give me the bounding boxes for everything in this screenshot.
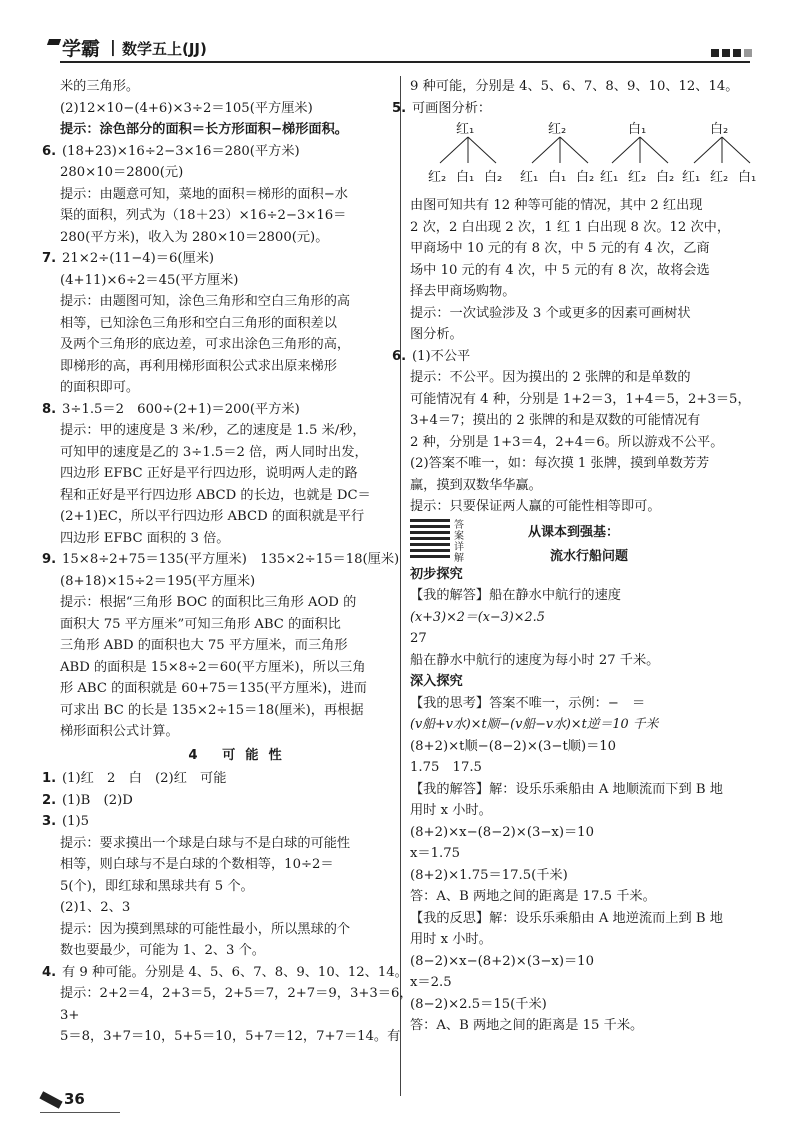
equation-line: (8−2)×2.5＝15(千米) — [410, 996, 547, 1012]
topic-title: 流水行船问题 — [550, 548, 629, 564]
answer-line: 3÷1.5＝2 600÷(2+1)＝200(平方米) — [62, 401, 300, 417]
answer-line: 可画图分析： — [412, 100, 492, 116]
answer-line: 船在静水中航行的速度为每小时 27 千米。 — [410, 652, 660, 668]
page-header — [40, 28, 758, 68]
qr-block — [410, 518, 762, 564]
answer-line: (1)红 2 白 (2)红 可能 — [62, 771, 227, 786]
question-number: 2. — [42, 792, 57, 808]
hint-line: 可求出 BC 的长是 135×2÷15＝18(厘米)，再根据 — [60, 702, 364, 718]
answer-line: 用时 x 小时。 — [410, 932, 492, 947]
tree-node: 白₂ — [710, 122, 729, 137]
question-number: 1. — [42, 771, 57, 786]
hint-line: 提示：因为摸到黑球的可能性最小，所以黑球的个 — [60, 921, 351, 937]
answer-line: 15×8÷2+75＝135(平方厘米) 135×2÷15＝18(厘米) — [62, 552, 400, 567]
answer-line: 【我的思考】答案不唯一，示例：− ＝ — [410, 695, 646, 711]
question-number: 7. — [42, 251, 57, 266]
answer-line: (1)5 — [62, 814, 90, 829]
grad-cap-icon — [47, 39, 61, 45]
question-number: 4. — [42, 964, 57, 980]
answer-line: 场中 10 元的有 4 次，中 5 元的有 8 次，故将会选 — [410, 262, 710, 278]
text-line: (2)12×10−(4+6)×3÷2＝105(平方厘米) — [60, 100, 313, 116]
answer-line: 赢，摸到双数华华赢。 — [410, 477, 542, 493]
answer-line: (1)B (2)D — [62, 792, 133, 808]
tree-node: 白₁ — [628, 122, 647, 137]
hint-line: 及两个三角形的底边差，可求出涂色三角形的高， — [60, 337, 351, 352]
answer-line: (2)1、2、3 — [60, 900, 131, 915]
tree-leaf: 红₁ — [520, 170, 539, 185]
answer-line: 用时 x 小时。 — [410, 803, 492, 818]
footer-rule — [40, 1112, 120, 1113]
hint-line: 可能情况有 4 种，分别是 1+2＝3，1+4＝5，2+3＝5， — [410, 391, 751, 407]
left-column — [42, 76, 420, 1048]
equation-line: (x+3)×2＝(x−3)×2.5 — [410, 609, 545, 625]
hint-line: 梯形面积公式计算。 — [60, 724, 179, 739]
answer-line: 甲商场中 10 元的有 8 次，中 5 元的有 4 次，乙商 — [410, 241, 710, 256]
hint-line: 提示：要求摸出一个球是白球与不是白球的可能性 — [60, 835, 351, 851]
hint-line: 280(平方米)，收入为 280×10＝2800(元)。 — [60, 229, 329, 245]
hint-line: 面积大 75 平方厘米”可知三角形 ABC 的面积比 — [60, 616, 341, 632]
equation-line: (v船+v水)×t顺−(v船−v水)×t逆＝10 千米 — [410, 717, 659, 732]
text-line: 米的三角形。 — [60, 79, 140, 94]
header-separator: | — [110, 37, 116, 56]
tree-diagram — [410, 119, 762, 195]
qr-label: 答案详解 — [454, 519, 464, 564]
question-number: 5. — [392, 100, 407, 116]
hint-line: 四边形 EFBC 面积的 3 倍。 — [60, 530, 230, 546]
right-column — [392, 76, 762, 1037]
tree-leaf: 红₂ — [710, 170, 729, 185]
hint-line: ABD 的面积是 15×8÷2＝60(平方厘米)，所以三角 — [60, 659, 366, 675]
hint-line: 5＝8，3+7＝10，5+5＝10，5+7＝12，7+7＝14。有 — [60, 1029, 401, 1044]
hint-line: 提示：2+2＝4，2+3＝5，2+5＝7，2+7＝9，3+3＝6，3+ — [60, 986, 413, 1023]
answer-line: 280×10＝2800(元) — [60, 165, 184, 180]
hint-line: 2 种，分别是 1+3＝4，2+4＝6。所以游戏不公平。 — [410, 434, 724, 450]
answer-line: 21×2÷(11−4)＝6(厘米) — [62, 251, 215, 266]
hint-line: 提示：不公平。因为摸出的 2 张牌的和是单数的 — [410, 370, 691, 385]
answer-line: 由图可知共有 12 种等可能的情况，其中 2 红出现 — [410, 198, 703, 213]
logo — [48, 34, 100, 61]
answer-line: 【我的解答】解：设乐乐乘船由 A 地顺流而下到 B 地 — [410, 781, 723, 797]
hint-line: (2+1)EC，所以平行四边形 ABCD 的面积就是平行 — [60, 509, 365, 524]
hint-line: 3+4＝7；摸出的 2 张牌的和是双数的可能情况有 — [410, 413, 701, 428]
equation-line: x＝1.75 — [410, 846, 460, 861]
answer-line: 1.75 17.5 — [410, 760, 482, 775]
question-number: 6. — [392, 348, 407, 364]
hint-line: 提示：根据“三角形 BOC 的面积比三角形 AOD 的 — [60, 595, 357, 610]
hint-line: 提示：一次试验涉及 3 个或更多的因素可画树状 — [410, 305, 691, 321]
extension-title: 从课本到强基： — [528, 524, 620, 540]
hint-line: 图分析。 — [410, 327, 463, 342]
tree-leaf: 白₁ — [456, 170, 475, 185]
tree-leaf: 红₂ — [628, 170, 647, 185]
hint-line: 四边形 EFBC 正好是平行四边形，说明两人走的路 — [60, 466, 358, 481]
hint-line: 提示：涂色部分的面积＝长方形面积−梯形面积。 — [60, 122, 348, 137]
book-title: 数学五上(JJ) — [122, 40, 207, 58]
section-title: 4 可能性 — [188, 747, 292, 763]
question-number: 9. — [42, 552, 57, 567]
tree-leaf: 白₁ — [738, 170, 757, 185]
equation-line: (8+2)×t顺−(8−2)×(3−t顺)＝10 — [410, 738, 617, 754]
tree-leaf: 白₂ — [576, 170, 595, 185]
page-number: 36 — [64, 1090, 85, 1108]
answer-line: (8+18)×15÷2＝195(平方厘米) — [60, 573, 256, 589]
question-number: 8. — [42, 401, 57, 417]
answer-line: 27 — [410, 631, 427, 646]
answer-line: (18+23)×16÷2−3×16＝280(平方米) — [62, 143, 300, 159]
hint-line: 可知甲的速度是乙的 3÷1.5＝2 倍，两人同时出发， — [60, 444, 368, 460]
hint-line: 渠的面积，列式为（18＋23）×16÷2−3×16＝ — [60, 208, 347, 223]
question-number: 3. — [42, 814, 57, 829]
subsection-title: 深入探究 — [410, 674, 463, 689]
hint-line: 三角形 ABD 的面积也大 75 平方厘米，而三角形 — [60, 638, 348, 653]
tree-leaf: 白₁ — [548, 170, 567, 185]
answer-line: 答：A、B 两地之间的距离是 17.5 千米。 — [410, 889, 656, 904]
tree-node: 红₁ — [456, 122, 475, 137]
question-number: 6. — [42, 143, 57, 159]
subsection-title: 初步探究 — [410, 566, 463, 582]
hint-line: 相等，则白球与不是白球的个数相等，10÷2＝ — [60, 857, 334, 872]
qr-code-icon[interactable] — [410, 518, 450, 558]
hint-line: 形 ABC 的面积就是 60+75＝135(平方厘米)，进而 — [60, 681, 367, 696]
answer-line: (2)答案不唯一，如：每次摸 1 张牌，摸到单数芳芳 — [410, 456, 710, 471]
tree-node: 红₂ — [548, 122, 567, 137]
tree-leaf: 白₂ — [484, 170, 503, 185]
tree-leaf: 红₁ — [682, 170, 701, 185]
header-rule — [60, 61, 750, 63]
hint-line: 相等，已知涂色三角形和空白三角形的面积差以 — [60, 315, 337, 331]
header-decoration-boxes — [708, 42, 752, 61]
answer-line: (4+11)×6÷2＝45(平方厘米) — [60, 272, 239, 288]
hint-line: 数也要最少，可能为 1、2、3 个。 — [60, 943, 265, 958]
equation-line: (8+2)×1.75＝17.5(千米) — [410, 867, 568, 883]
equation-line: (8−2)×x−(8+2)×(3−x)＝10 — [410, 953, 594, 969]
hint-line: 提示：由题图可知，涂色三角形和空白三角形的高 — [60, 294, 351, 309]
tree-leaf: 红₂ — [428, 170, 447, 185]
tree-leaf: 红₁ — [600, 170, 619, 185]
tree-leaf: 白₂ — [656, 170, 675, 185]
hint-line: 提示：由题意可知，菜地的面积＝梯形的面积−水 — [60, 186, 348, 202]
hint-line: 提示：甲的速度是 3 米/秒，乙的速度是 1.5 米/秒， — [60, 423, 366, 438]
answer-line: 9 种可能，分别是 4、5、6、7、8、9、10、12、14。 — [410, 79, 739, 94]
pencil-icon — [39, 1091, 62, 1108]
answer-line: 有 9 种可能。分别是 4、5、6、7、8、9、10、12、14。 — [62, 964, 408, 980]
hint-line: 即梯形的高，再利用梯形面积公式求出原来梯形 — [60, 358, 337, 374]
hint-line: 5(个)，即红球和黑球共有 5 个。 — [60, 878, 254, 894]
answer-line: 答：A、B 两地之间的距离是 15 千米。 — [410, 1018, 644, 1033]
hint-line: 程和正好是平行四边形 ABCD 的长边，也就是 DC＝ — [60, 487, 371, 503]
answer-line: 【我的反思】解：设乐乐乘船由 A 地逆流而上到 B 地 — [410, 910, 723, 926]
answer-line: 【我的解答】船在静水中航行的速度 — [410, 588, 621, 603]
equation-line: (8+2)×x−(8−2)×(3−x)＝10 — [410, 824, 594, 840]
equation-line: x＝2.5 — [410, 975, 452, 990]
answer-line: 2 次，2 白出现 2 次，1 红 1 白出现 8 次。12 次中， — [410, 219, 731, 235]
hint-line: 的面积即可。 — [60, 380, 140, 395]
answer-line: 择去甲商场购物。 — [410, 284, 516, 299]
logo-text: 学霸 — [62, 38, 101, 60]
hint-line: 提示：只要保证两人赢的可能性相等即可。 — [410, 499, 661, 514]
answer-line: (1)不公平 — [412, 348, 471, 364]
